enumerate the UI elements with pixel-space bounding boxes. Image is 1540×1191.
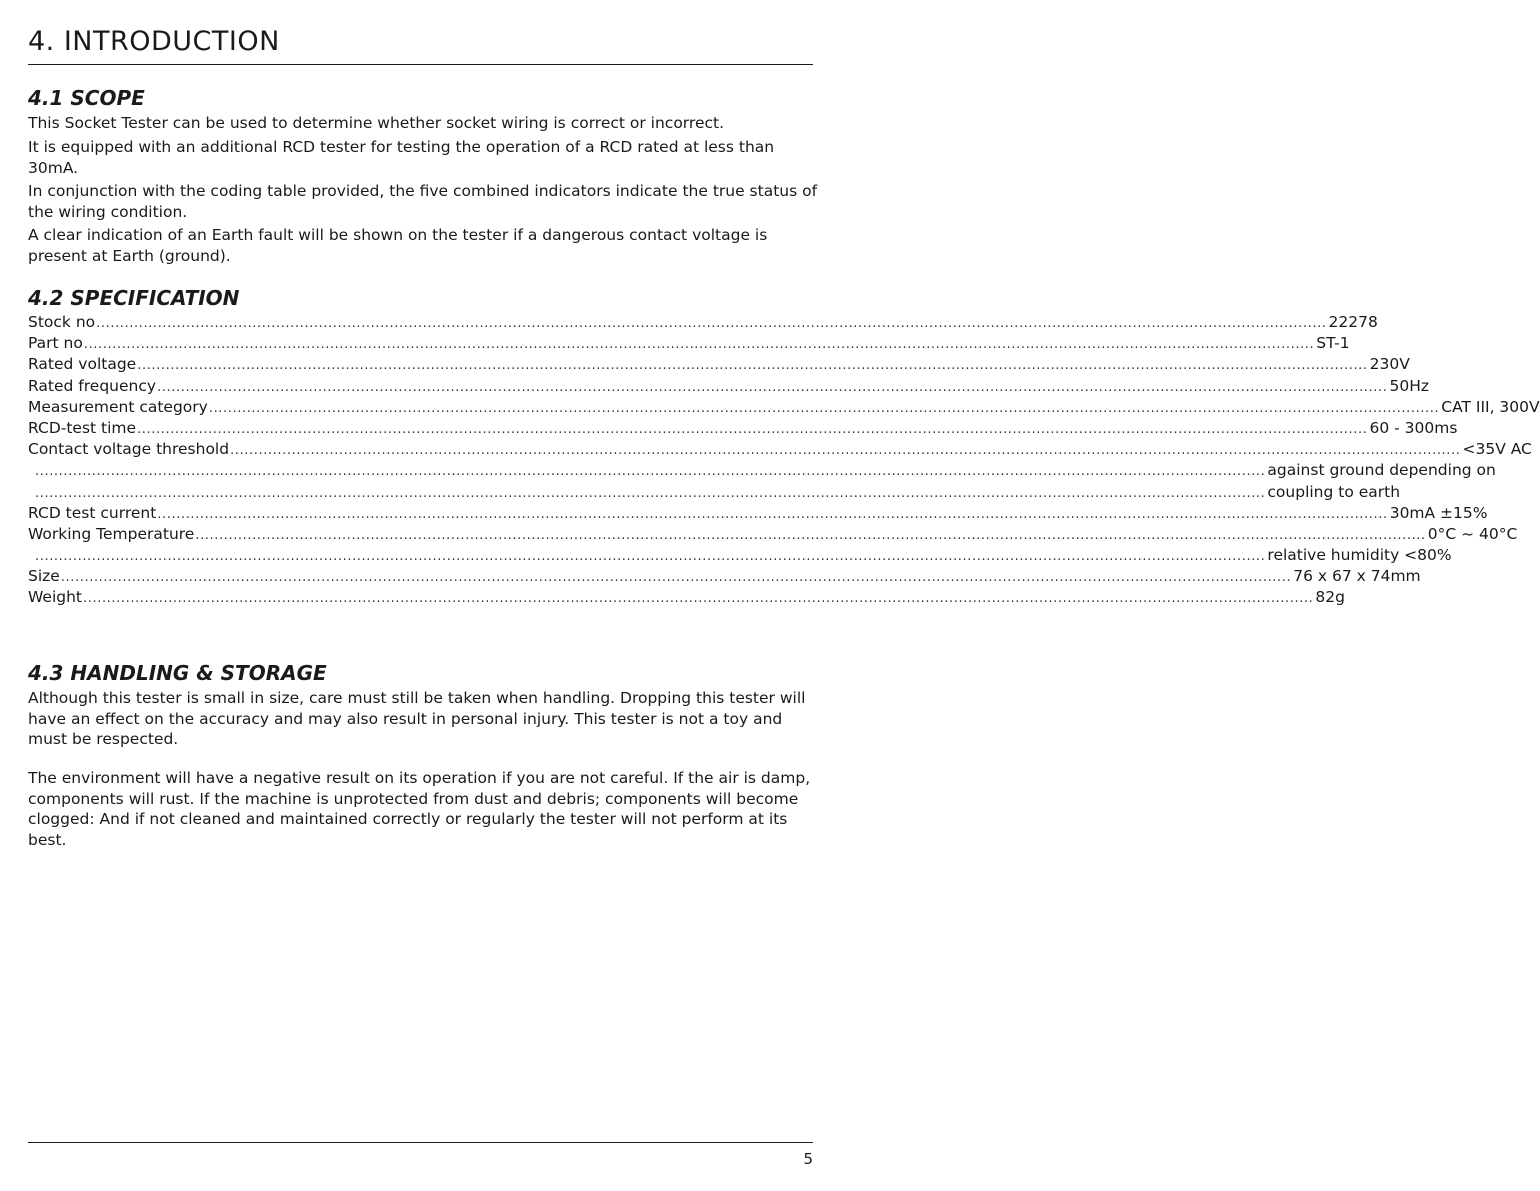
- dot-leader: ....................................................................................................................................................................................................................................................................: [208, 400, 1440, 416]
- spec-value: 30mA ±15%: [1389, 503, 1488, 522]
- spec-value: against ground depending on: [1267, 461, 1496, 480]
- dot-leader: ....................................................................................................................................................................................................................................................................: [60, 570, 1292, 586]
- dot-leader: ....................................................................................................................................................................................................................................................................: [83, 591, 1314, 607]
- title-divider: [28, 64, 813, 65]
- scope-paragraph: This Socket Tester can be used to determine whether socket wiring is correct or incorrect.: [28, 114, 725, 132]
- spec-value: <35V AC: [1462, 440, 1532, 459]
- specification-list: [28, 313, 1540, 610]
- spec-row-rcd-test-current: [28, 503, 1488, 525]
- spec-value: CAT III, 300V: [1441, 397, 1540, 416]
- spec-row-rated-voltage: [28, 355, 1410, 376]
- spec-label: Working Temperature: [28, 524, 195, 543]
- dot-leader: ....................................................................................................................................................................................................................................................................: [157, 506, 1388, 522]
- handling-paragraph: The environment will have a negative result on its operation if you are not careful. If the air is damp, components will rust. If the machine is unprotected from dust and debris; components will become clogged: And if not cleaned and maintained correctly or regularly the tester will not perform at its best.: [28, 769, 811, 849]
- spec-label: Size: [28, 567, 60, 586]
- handling-heading: 4.3 HANDLING & STORAGE: [28, 661, 327, 685]
- dot-leader: ....................................................................................................................................................................................................................................................................: [195, 527, 1426, 543]
- spec-value: 82g: [1315, 588, 1345, 607]
- dot-leader: ....................................................................................................................................................................................................................................................................: [137, 358, 1368, 374]
- spec-value: 22278: [1328, 313, 1378, 331]
- spec-row-continuation: [28, 461, 1496, 482]
- dot-leader: ....................................................................................................................................................................................................................................................................: [137, 421, 1368, 437]
- dot-leader: ....................................................................................................................................................................................................................................................................: [35, 464, 1266, 480]
- spec-value: coupling to earth: [1267, 482, 1401, 501]
- spec-row-continuation: [28, 482, 1401, 504]
- spec-row-continuation: [28, 546, 1452, 567]
- spec-value: 230V: [1369, 355, 1410, 374]
- spec-value: 60 - 300ms: [1369, 418, 1458, 437]
- spec-value: ST-1: [1316, 334, 1350, 353]
- specification-heading: 4.2 SPECIFICATION: [28, 286, 240, 310]
- spec-label: Rated frequency: [28, 376, 157, 395]
- dot-leader: ....................................................................................................................................................................................................................................................................: [83, 337, 1315, 353]
- page-title: 4. INTRODUCTION: [28, 26, 280, 57]
- spec-row-stock-no: [28, 313, 1378, 334]
- dot-leader: ....................................................................................................................................................................................................................................................................: [96, 316, 1327, 331]
- dot-leader: ....................................................................................................................................................................................................................................................................: [35, 549, 1266, 565]
- scope-paragraph: A clear indication of an Earth fault will be shown on the tester if a dangerous contact voltage is present at Earth (ground).: [28, 226, 768, 265]
- spec-label: RCD-test time: [28, 418, 137, 437]
- spec-row-working-temperature: [28, 524, 1518, 546]
- spec-row-weight: [28, 588, 1345, 609]
- scope-paragraph: In conjunction with the coding table provided, the five combined indicators indicate the true status of the wiring condition.: [28, 182, 818, 221]
- dot-leader: ....................................................................................................................................................................................................................................................................: [157, 379, 1388, 395]
- spec-label: Part no: [28, 334, 83, 353]
- footer-divider: [28, 1142, 813, 1143]
- spec-label: Contact voltage threshold: [28, 440, 230, 459]
- spec-row-size: [28, 567, 1421, 588]
- scope-paragraph: It is equipped with an additional RCD tester for testing the operation of a RCD rated at less than 30mA.: [28, 138, 775, 177]
- spec-label: Rated voltage: [28, 355, 137, 374]
- dot-leader: ....................................................................................................................................................................................................................................................................: [230, 443, 1461, 459]
- spec-value: 50Hz: [1389, 376, 1429, 395]
- spec-label: Weight: [28, 588, 83, 607]
- page-number: 5: [803, 1150, 813, 1168]
- scope-heading: 4.1 SCOPE: [28, 86, 145, 110]
- dot-leader: ....................................................................................................................................................................................................................................................................: [35, 485, 1266, 501]
- handling-paragraph: Although this tester is small in size, care must still be taken when handling. Dropping this tester will have an effect on the accuracy and may also result in personal injury. This tester is not a toy and must be respected.: [28, 689, 806, 748]
- spec-row-measurement-category: [28, 397, 1540, 419]
- spec-label: Measurement category: [28, 397, 208, 416]
- spec-value: 76 x 67 x 74mm: [1293, 567, 1421, 586]
- spec-value: 0°C ~ 40°C: [1427, 524, 1518, 543]
- spec-row-rcd-test-time: [28, 418, 1458, 440]
- spec-row-rated-frequency: [28, 376, 1429, 398]
- spec-row-part-no: [28, 334, 1350, 355]
- spec-label: Stock no: [28, 313, 96, 331]
- spec-label: RCD test current: [28, 503, 157, 522]
- spec-row-contact-voltage-threshold: [28, 440, 1532, 461]
- spec-value: relative humidity <80%: [1267, 546, 1452, 565]
